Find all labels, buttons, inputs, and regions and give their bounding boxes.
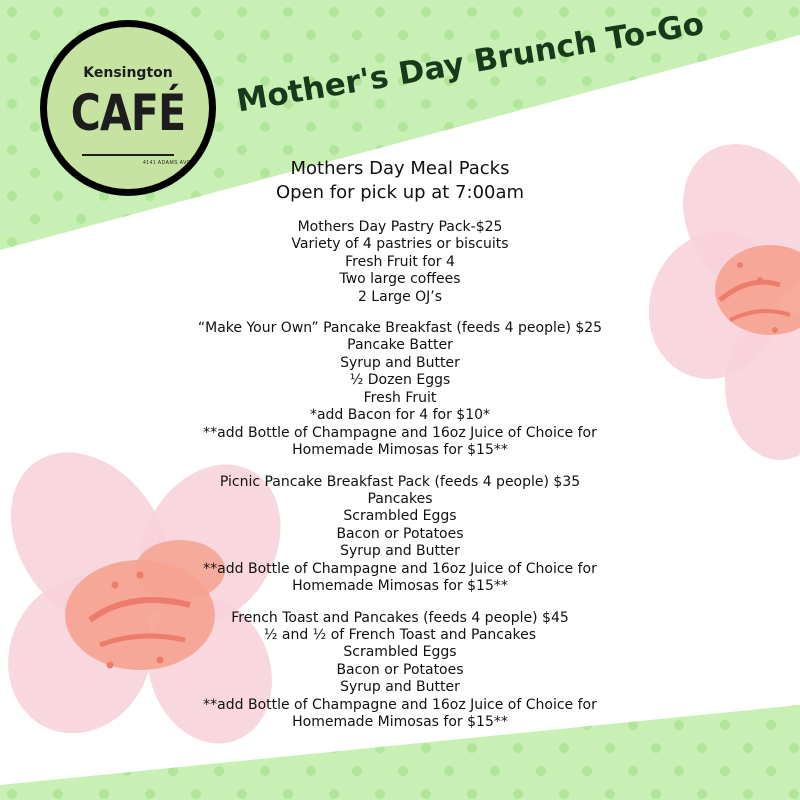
section-item: Bacon or Potatoes xyxy=(336,661,464,678)
section-item: Homemade Mimosas for $15** xyxy=(292,714,508,730)
section-item: Homemade Mimosas for $15** xyxy=(292,442,508,458)
section-item: ½ and ½ of French Toast and Pancakes xyxy=(263,626,537,643)
section-item: *add Bacon for 4 for $10* xyxy=(309,407,491,423)
section-item: ½ Dozen Eggs xyxy=(349,372,451,388)
section-item: Syrup and Butter xyxy=(340,354,460,371)
section-item: Variety of 4 pastries or biscuits xyxy=(291,236,509,252)
section-item: Syrup and Butter xyxy=(340,543,460,559)
menu-content xyxy=(150,157,650,732)
section-item: Pancakes xyxy=(367,490,433,507)
logo-brand-small: Kensington xyxy=(83,65,173,81)
page-title: Mother's Day Brunch To-Go xyxy=(234,5,707,120)
section-item: Homemade Mimosas for $15** xyxy=(292,578,508,594)
section-item: Pancake Batter xyxy=(347,337,453,353)
section-item: **add Bottle of Champagne and 16oz Juice of Choice for xyxy=(203,696,597,713)
section-title: Mothers Day Pastry Pack-$25 xyxy=(297,219,503,235)
section-item: **add Bottle of Champagne and 16oz Juice of Choice for xyxy=(203,424,597,441)
section-item: Bacon or Potatoes xyxy=(336,525,464,542)
section-item: Fresh Fruit xyxy=(363,389,437,406)
section-title: French Toast and Pancakes (feeds 4 people) $45 xyxy=(231,609,569,626)
intro-line-1: Mothers Day Meal Packs xyxy=(290,158,510,179)
logo-divider xyxy=(82,154,174,156)
section-item: Syrup and Butter xyxy=(340,679,460,695)
section-item: 2 Large OJ’s xyxy=(357,288,443,305)
section-item: Two large coffees xyxy=(339,271,461,287)
menu-section-french-toast xyxy=(150,609,650,732)
menu-section-picnic xyxy=(150,473,650,596)
section-item: Scrambled Eggs xyxy=(343,508,457,524)
logo-brand-large: CAFÉ xyxy=(70,84,186,142)
section-item: Fresh Fruit for 4 xyxy=(345,253,455,270)
right-flower xyxy=(628,120,800,460)
menu-section-make-your-own xyxy=(150,319,650,460)
logo-address: 4141 ADAMS AVE. xyxy=(143,160,193,166)
intro-line-2: Open for pick up at 7:00am xyxy=(275,182,525,203)
section-item: Scrambled Eggs xyxy=(343,644,457,660)
menu-section-pastry xyxy=(150,218,650,306)
section-title: “Make Your Own” Pancake Breakfast (feeds 4 people) $25 xyxy=(197,320,603,336)
section-item: **add Bottle of Champagne and 16oz Juice of Choice for xyxy=(203,560,597,577)
section-title: Picnic Pancake Breakfast Pack (feeds 4 people) $35 xyxy=(219,473,581,490)
